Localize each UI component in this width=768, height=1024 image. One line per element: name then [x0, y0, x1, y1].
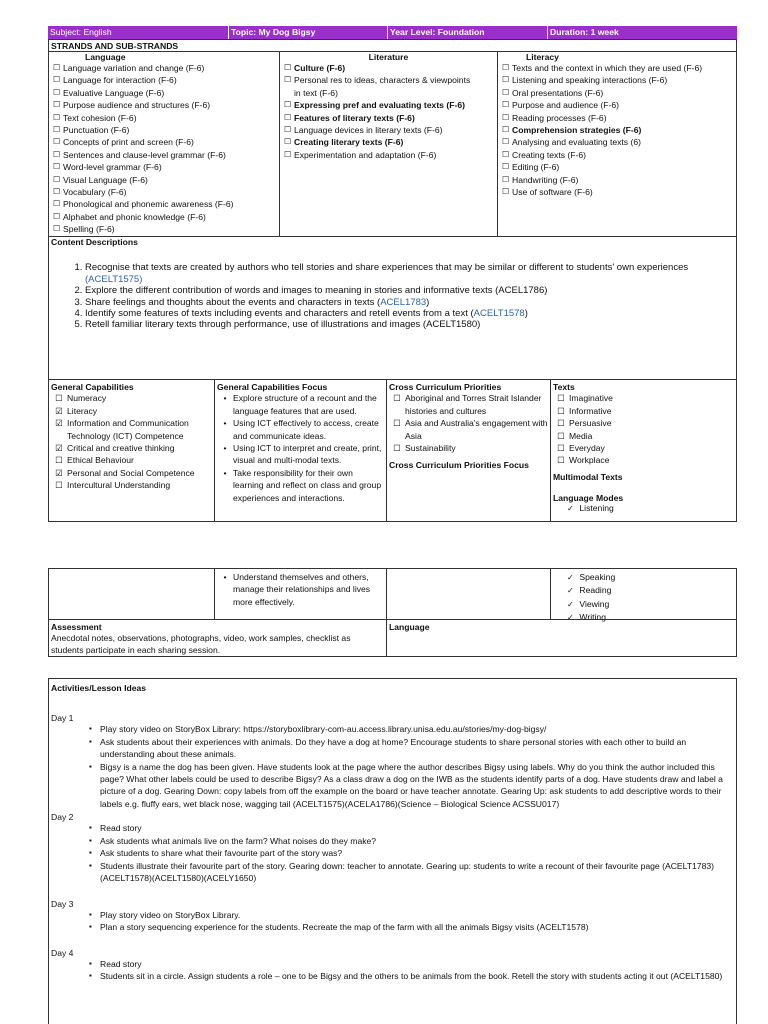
- text-type-item: [553, 392, 736, 404]
- ccp-item-label: Sustainability: [405, 442, 456, 453]
- general-capability-item: [51, 454, 212, 466]
- mode-item-reading: ✓ Reading: [567, 585, 612, 596]
- literature-item-label: Expressing pref and evaluating texts (F-6): [294, 100, 465, 111]
- bullet-icon: •: [223, 418, 227, 429]
- literacy-item: [502, 100, 738, 112]
- ccp-heading: Cross Curriculum Priorities: [389, 382, 502, 392]
- checkbox-icon: ☐: [557, 442, 565, 453]
- literacy-item-label: Comprehension strategies (F-6): [512, 124, 642, 135]
- literature-item: [284, 137, 497, 149]
- language-item-label: Punctuation (F-6): [63, 124, 130, 135]
- bullet-icon: •: [223, 467, 227, 478]
- checkbox-icon: ☑: [55, 442, 63, 453]
- activity-day: [49, 948, 736, 983]
- content-descriptions-list: [49, 262, 736, 330]
- literacy-item-label: Handwriting (F-6): [512, 174, 579, 185]
- checkbox-icon: ☐: [502, 137, 510, 147]
- content-description-item: [85, 262, 736, 285]
- text-type-item: [553, 430, 736, 442]
- gc-focus-item: [217, 467, 384, 504]
- literacy-item-label: Oral presentations (F-6): [512, 87, 604, 98]
- activities-section: [48, 678, 737, 1024]
- checkbox-icon: ☐: [53, 174, 61, 184]
- capabilities-row: [48, 379, 737, 522]
- content-descriptions: [48, 236, 737, 380]
- duration-cell: Duration: 1 week: [548, 26, 737, 39]
- activity-day: [49, 899, 736, 946]
- continued-modes-cell: [551, 569, 738, 623]
- gc-focus-item-label: Using ICT to interpret and create, print, visual and multi-modal texts.: [233, 442, 382, 466]
- activity-item: ▪ Ask students about their experiences with animals. Do they have a dog at home? Encourage students to share personal stories with each other to build an understanding about these animals.: [89, 736, 736, 761]
- strands-section: [48, 39, 737, 237]
- ccp-item-label: Aboriginal and Torres Strait Islander histories and cultures: [405, 393, 542, 416]
- assessment-text: Anecdotal notes, observations, photographs, video, work samples, checklist as students participate in each sharing session.: [51, 633, 351, 656]
- text-type-item-label: Everyday: [569, 442, 605, 453]
- spacer: [49, 934, 736, 946]
- content-description-text: Identify some features of texts including events and characters and retell events from a text (: [85, 307, 474, 319]
- checkbox-icon: ☐: [53, 63, 61, 72]
- language-list: [49, 63, 279, 236]
- literacy-item-label: Purpose and audience (F-6): [512, 100, 620, 111]
- language-item: [53, 113, 279, 125]
- literacy-heading: Literacy: [526, 52, 559, 62]
- checkbox-icon: ☐: [557, 393, 565, 404]
- literacy-item-label: Analysing and evaluating texts (6): [512, 137, 641, 148]
- language-heading: Language: [85, 52, 126, 62]
- literature-item-label: Personal res to ideas, characters & viewpoints: [294, 75, 471, 86]
- content-description-text: Share feelings and thoughts about the events and characters in texts (: [85, 296, 381, 308]
- language-item: [53, 199, 279, 211]
- general-capability-item-label: Literacy: [67, 405, 98, 416]
- checkbox-icon: ☐: [557, 430, 565, 441]
- subject-cell: Subject: English: [48, 26, 229, 39]
- checkbox-icon: ☐: [502, 75, 510, 85]
- activity-day: [49, 713, 736, 810]
- literacy-item: [502, 187, 738, 199]
- checkbox-icon: ☐: [502, 149, 510, 159]
- continued-row: [48, 568, 737, 623]
- activities-title: Activities/Lesson Ideas: [51, 683, 147, 693]
- activity-list: [49, 958, 736, 983]
- checkbox-icon: ☐: [557, 418, 565, 429]
- checkbox-icon: ☐: [53, 186, 61, 196]
- assessment-language-heading: Language: [389, 622, 430, 632]
- gc-focus-item: [217, 442, 384, 467]
- language-item-label: Language variation and change (F-6): [63, 63, 205, 73]
- bullet-icon: •: [223, 442, 227, 453]
- checkbox-icon: ☐: [53, 75, 61, 85]
- activity-item: ▪ Students sit in a circle. Assign students a role – one to be Bigsy and the others to be animals from the book. Retell the story with students acting it out (ACELT1580): [89, 970, 736, 982]
- literature-item-label: Language devices in literary texts (F-6): [294, 124, 443, 135]
- ccp-list: [389, 392, 548, 454]
- texts-heading: Texts: [553, 382, 575, 392]
- bullet-icon: •: [223, 393, 227, 404]
- checkbox-icon: ☐: [55, 480, 63, 491]
- content-description-text: Recognise that texts are created by authors who tell stories and share experiences that may be similar or different to students' own experiences: [85, 262, 689, 274]
- checkbox-icon: ☐: [284, 112, 292, 122]
- text-type-item: [553, 405, 736, 417]
- checkbox-icon: ☐: [55, 393, 63, 404]
- language-item: [53, 150, 279, 162]
- texts-list: [553, 392, 736, 466]
- gc-focus-item: [217, 392, 384, 417]
- literature-item: [284, 150, 497, 162]
- day-label: Day 2: [51, 812, 74, 823]
- continued-focus-cell: • Understand themselves and others, manage their relationships and lives more effectively.: [215, 569, 387, 619]
- activity-day: [49, 812, 736, 896]
- checkbox-icon: ☐: [284, 124, 292, 134]
- text-type-item-label: Persuasive: [569, 418, 612, 429]
- literacy-item-label: Listening and speaking interactions (F-6): [512, 75, 668, 86]
- checkbox-icon: ☐: [502, 186, 510, 196]
- content-descriptions-title: Content Descriptions: [51, 237, 138, 247]
- text-type-item-label: Workplace: [569, 455, 610, 466]
- language-modes-heading: Language Modes: [553, 493, 624, 504]
- general-capabilities-list: [51, 392, 212, 491]
- general-capability-item-label: Information and Communication Technology (ICT) Competence: [67, 418, 189, 441]
- literature-item: [284, 100, 497, 112]
- checkbox-icon: ☐: [502, 174, 510, 184]
- activity-item: ▪ Play story video on StoryBox Library: https://storyboxlibrary-com-au.access.library.unisa.edu.au/stories/my-dog-bigsy/: [89, 723, 736, 735]
- general-capability-item-label: Numeracy: [67, 393, 107, 404]
- language-item-label: Vocabulary (F-6): [63, 186, 127, 197]
- literacy-item: [502, 162, 738, 174]
- general-capability-item: [51, 405, 212, 417]
- checkbox-icon: ☐: [53, 211, 61, 221]
- language-item-label: Sentences and clause-level grammar (F-6): [63, 149, 226, 160]
- general-capability-item: [51, 479, 212, 491]
- literacy-item: [502, 175, 738, 187]
- checkbox-icon: ☐: [53, 100, 61, 110]
- literature-item: [284, 75, 497, 87]
- literature-item: [284, 88, 497, 100]
- content-description-item: [85, 319, 736, 330]
- strands-title: STRANDS AND SUB-STRANDS: [49, 40, 736, 52]
- language-item: [53, 137, 279, 149]
- ccp-item: [389, 417, 548, 442]
- literature-list: [280, 63, 497, 162]
- checkbox-icon: ☐: [53, 112, 61, 122]
- checkbox-icon: ☑: [55, 467, 63, 478]
- content-description-item: [85, 308, 736, 319]
- mode-item-listening: ✓ Listening: [567, 503, 614, 514]
- literacy-list: [498, 63, 738, 199]
- literature-item: [284, 113, 497, 125]
- checkbox-icon: ☐: [393, 418, 401, 429]
- checkbox-icon: ☐: [557, 405, 565, 416]
- checkbox-icon: ☐: [53, 149, 61, 159]
- language-item: [53, 187, 279, 199]
- general-capabilities-cell: [49, 380, 215, 521]
- checkbox-icon: ☐: [53, 87, 61, 97]
- general-capability-item-label: Intercultural Understanding: [67, 480, 171, 491]
- text-type-item-label: Imaginative: [569, 393, 613, 404]
- language-item-label: Concepts of print and screen (F-6): [63, 137, 194, 148]
- assessment-heading: Assessment: [51, 622, 102, 632]
- content-description-suffix: ): [426, 296, 430, 308]
- literature-heading: Literature: [368, 52, 409, 62]
- texts-cell: [551, 380, 738, 521]
- language-item: [53, 212, 279, 224]
- gc-focus-item-label: Using ICT effectively to access, create and communicate ideas.: [233, 418, 379, 441]
- language-item-label: Word-level grammar (F-6): [63, 162, 162, 173]
- checkbox-icon: ☐: [502, 124, 510, 134]
- activity-item: ▪ Read story: [89, 822, 736, 834]
- language-item: [53, 100, 279, 112]
- checkbox-icon: ☐: [393, 393, 401, 404]
- literacy-item-label: Reading processes (F-6): [512, 112, 607, 123]
- literature-item-label: Culture (F-6): [294, 63, 346, 73]
- activity-list: [49, 822, 736, 884]
- activity-item: ▪ Bigsy is a name the dog has been given. Have students look at the page where the author describes Bigsy using labels. Why do you think the author included this page? What other labels could be used to describe Bigsy? As a class draw a dog on the IWB as the students identify parts of a dog. Have students draw and label a picture of a dog. Gearing Down: copy labels from off the example on the board or have teacher annotate. Gearing Up: ask students to add descriptive words to their labels e.g. fluffy ears, wet black nose, wagging tail (ACELT1575)(ACELA1786)(Science – Biological Science ACSSU017): [89, 761, 736, 811]
- text-type-item: [553, 417, 736, 429]
- continued-ccp-cell: [387, 569, 551, 619]
- language-item-label: Alphabet and phonic knowledge (F-6): [63, 211, 206, 222]
- assessment-language-cell: [387, 620, 738, 656]
- checkbox-icon: ☐: [53, 224, 61, 234]
- content-description-item: [85, 285, 736, 296]
- literacy-item: [502, 125, 738, 137]
- gc-focus-item-label: Explore structure of a recount and the language features that are used.: [233, 393, 377, 416]
- mode-item-writing: ✓ Writing: [567, 612, 606, 623]
- general-capability-item: [51, 467, 212, 479]
- topic-cell: Topic: My Dog Bigsy: [229, 26, 388, 39]
- ccp-item-label: Asia and Australia's engagement with Asia: [405, 418, 548, 441]
- checkbox-icon: ☐: [53, 137, 61, 147]
- activity-item: ▪ Ask students what animals live on the farm? What noises do they make?: [89, 835, 736, 847]
- language-column: [49, 52, 280, 236]
- checkbox-icon: ☐: [557, 455, 565, 466]
- text-type-item: [553, 454, 736, 466]
- text-type-item-label: Informative: [569, 405, 612, 416]
- literacy-item-label: Texts and the context in which they are used (F-6): [512, 63, 703, 73]
- assessment-row: [48, 619, 737, 657]
- curriculum-code-link[interactable]: ACELT1578: [473, 307, 525, 319]
- literature-item-label: in text (F-6): [294, 87, 338, 98]
- literature-item: [284, 63, 497, 75]
- day-label: Day 4: [51, 947, 74, 958]
- literacy-item: [502, 63, 738, 75]
- gc-focus-cell: [215, 380, 387, 521]
- literacy-item: [502, 150, 738, 162]
- language-item-label: Purpose audience and structures (F-6): [63, 100, 211, 111]
- language-item-label: Phonological and phonemic awareness (F-6): [63, 199, 234, 210]
- checkbox-icon: ☐: [53, 199, 61, 209]
- activity-item: ▪ Play story video on StoryBox Library.: [89, 909, 736, 921]
- language-item-label: Spelling (F-6): [63, 224, 115, 235]
- activity-item: ▪ Read story: [89, 958, 736, 970]
- checkbox-icon: ☐: [53, 162, 61, 172]
- checkbox-icon: ☑: [55, 418, 63, 429]
- ccp-item: [389, 392, 548, 417]
- activity-list: [49, 723, 736, 810]
- curriculum-code-link[interactable]: ACEL1783: [380, 296, 427, 308]
- literature-item: [284, 125, 497, 137]
- literature-item-label: Features of literary texts (F-6): [294, 112, 415, 123]
- activities-days: [49, 713, 736, 983]
- general-capabilities-heading: General Capabilities: [51, 382, 134, 392]
- header-bar: [48, 26, 737, 39]
- literacy-item: [502, 88, 738, 100]
- multimodal-heading: Multimodal Texts: [553, 471, 623, 482]
- literacy-item-label: Creating texts (F-6): [512, 149, 587, 160]
- checkbox-icon: ☐: [284, 75, 292, 85]
- literature-item-label: Experimentation and adaptation (F-6): [294, 149, 437, 160]
- gc-focus-continued: Understand themselves and others, manage their relationships and lives more effectively.: [233, 572, 371, 607]
- content-description-text: Retell familiar literary texts through performance, use of illustrations and images (ACELT1580): [85, 319, 481, 331]
- language-item-label: Visual Language (F-6): [63, 174, 148, 185]
- checkbox-icon: ☐: [502, 87, 510, 97]
- ccp-focus-heading: Cross Curriculum Priorities Focus: [389, 460, 529, 471]
- checkbox-icon: ☐: [53, 124, 61, 134]
- mode-item-viewing: ✓ Viewing: [567, 598, 610, 609]
- language-item: [53, 63, 279, 75]
- day-label: Day 1: [51, 713, 74, 723]
- literacy-item-label: Editing (F-6): [512, 162, 560, 173]
- language-item: [53, 75, 279, 87]
- checkbox-icon: ☐: [502, 100, 510, 110]
- activity-item: ▪ Students illustrate their favourite part of the story. Gearing down: teacher to annotate. Gearing up: students to write a recount of their favourite page (ACELT1783)(ACELT1578)(ACELT1580)(ACELY1650): [89, 860, 736, 885]
- gc-focus-list: [217, 392, 384, 504]
- content-description-item: [85, 297, 736, 308]
- checkbox-icon: ☐: [502, 162, 510, 172]
- language-item: [53, 88, 279, 100]
- ccp-cell: [387, 380, 551, 521]
- ccp-item: [389, 442, 548, 454]
- literacy-item-label: Use of software (F-6): [512, 186, 593, 197]
- gc-focus-heading: General Capabilities Focus: [217, 382, 328, 392]
- language-item: [53, 162, 279, 174]
- gc-focus-item-label: Take responsibility for their own learning and reflect on class and group experiences and interactions.: [233, 467, 382, 503]
- curriculum-code-link[interactable]: (ACELT1575): [85, 273, 143, 285]
- language-item: [53, 224, 279, 236]
- literacy-item: [502, 113, 738, 125]
- literature-item-label: Creating literary texts (F-6): [294, 137, 404, 148]
- general-capability-item: [51, 417, 212, 442]
- checkbox-icon: ☐: [284, 137, 292, 147]
- content-description-text: Explore the different contribution of words and images to meaning in stories and informative texts (ACEL1786): [85, 285, 548, 297]
- general-capability-item-label: Critical and creative thinking: [67, 442, 175, 453]
- general-capability-item: [51, 442, 212, 454]
- text-type-item-label: Media: [569, 430, 593, 441]
- assessment-cell: [49, 620, 387, 656]
- day-label: Day 3: [51, 898, 74, 909]
- language-item: [53, 125, 279, 137]
- language-item-label: Evaluative Language (F-6): [63, 87, 165, 98]
- language-item-label: Language for interaction (F-6): [63, 75, 177, 86]
- literature-column: [280, 52, 498, 236]
- content-description-suffix: ): [524, 307, 528, 319]
- continued-empty-cell: [49, 569, 215, 619]
- text-type-item: [553, 442, 736, 454]
- activity-list: [49, 909, 736, 934]
- activity-item: ▪ Plan a story sequencing experience for the students. Recreate the map of the farm with all the animals Bigsy visits (ACELT1578): [89, 921, 736, 933]
- general-capability-item-label: Personal and Social Competence: [67, 467, 195, 478]
- spacer: [49, 885, 736, 897]
- year-level-cell: Year Level: Foundation: [388, 26, 548, 39]
- checkbox-icon: ☐: [284, 63, 292, 72]
- checkbox-icon: ☐: [55, 455, 63, 466]
- literacy-item: [502, 137, 738, 149]
- gc-focus-item: [217, 417, 384, 442]
- language-item-label: Text cohesion (F-6): [63, 112, 137, 123]
- checkbox-icon: ☐: [502, 112, 510, 122]
- checkbox-icon: ☑: [55, 405, 63, 416]
- checkbox-icon: ☐: [284, 149, 292, 159]
- checkbox-icon: ☐: [284, 100, 292, 110]
- literacy-column: [498, 52, 738, 236]
- activity-item: ▪ Ask students to share what their favourite part of the story was?: [89, 847, 736, 859]
- literacy-item: [502, 75, 738, 87]
- general-capability-item-label: Ethical Behaviour: [67, 455, 134, 466]
- mode-item-speaking: ✓ Speaking: [567, 572, 616, 582]
- general-capability-item: [51, 392, 212, 404]
- language-item: [53, 175, 279, 187]
- checkbox-icon: ☐: [502, 63, 510, 72]
- checkbox-icon: ☐: [393, 442, 401, 453]
